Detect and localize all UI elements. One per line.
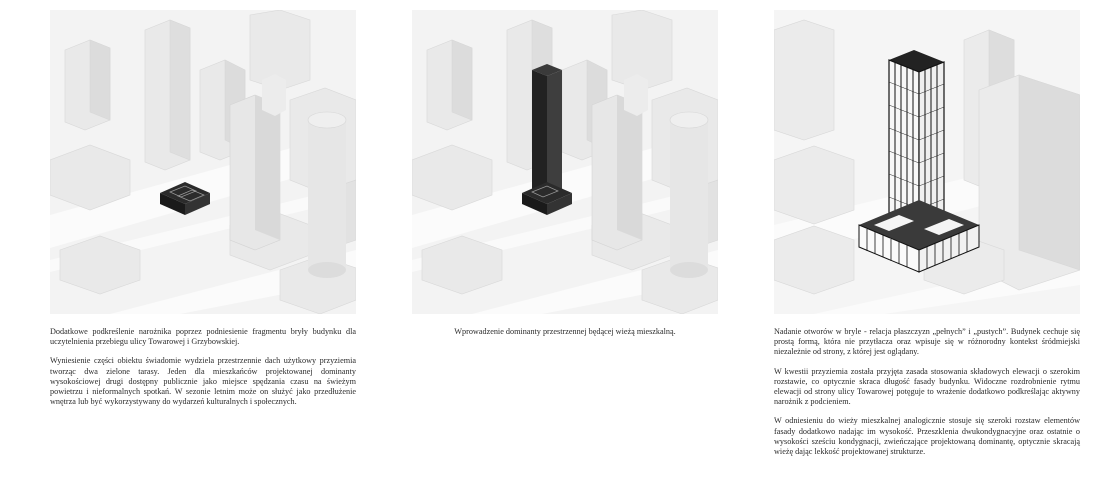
caption-paragraph: Nadanie otworów w bryle - relacja płaszczyzn „pełnych” i „pustych”. Budynek cechuje się prostą formą, która nie przytłacza oraz wpisuje się w różnorodny kontekst śródmiejski niezależnie od strony, z której jest oglądany. <box>774 327 1080 357</box>
caption-paragraph: Dodatkowe podkreślenie narożnika poprzez podniesienie fragmentu bryły budynku dla uczytelnienia przebiegu ulicy Towarowej i Grzybowskiej. <box>50 327 356 347</box>
diagram-panel-2 <box>412 10 718 314</box>
caption-paragraph: Wprowadzenie dominanty przestrzennej będącej wieżą mieszkalną. <box>454 327 676 336</box>
caption-panel-1 <box>50 327 356 416</box>
caption-panel-2 <box>412 327 718 346</box>
diagram-panel-1 <box>50 10 356 314</box>
diagram-panel-3 <box>774 10 1080 314</box>
caption-paragraph: W odniesieniu do wieży mieszkalnej analogicznie stosuje się szeroki rozstaw elementów fasady dodatkowo nadając im wysokość. Przeszklenia dwukondygnacyjne oraz ostatnie o wysokości sześciu kondygnacji, zwieńczające projektowaną dominantę, optycznie skracają wieżę dając lekkość projektowanej strukturze. <box>774 416 1080 457</box>
caption-paragraph: W kwestii przyziemia została przyjęta zasada stosowania składowych elewacji o szerokim rozstawie, co optycznie skraca długość fasady budynku. Widoczne rozdrobnienie rytmu elewacji od strony ulicy Towarowej potęguje to wrażenie dodatkowo podkreślając aktywny narożnik z podcieniem. <box>774 366 1080 407</box>
caption-paragraph: Wyniesienie części obiektu świadomie wydziela przestrzennie dach użytkowy przyziemia tworząc dwa zielone tarasy. Jeden dla mieszkańców projektowanej dominanty wysokościowej drugi dostępny publicznie jako miejsce spędzania czasu na świeżym powietrzu i nieformalnych spotkań. W sezonie letnim może on służyć jako przedłużenie wnętrza lub być wykorzystywany do wydarzeń kulturalnych i społecznych. <box>50 356 356 407</box>
caption-panel-3 <box>774 327 1080 466</box>
